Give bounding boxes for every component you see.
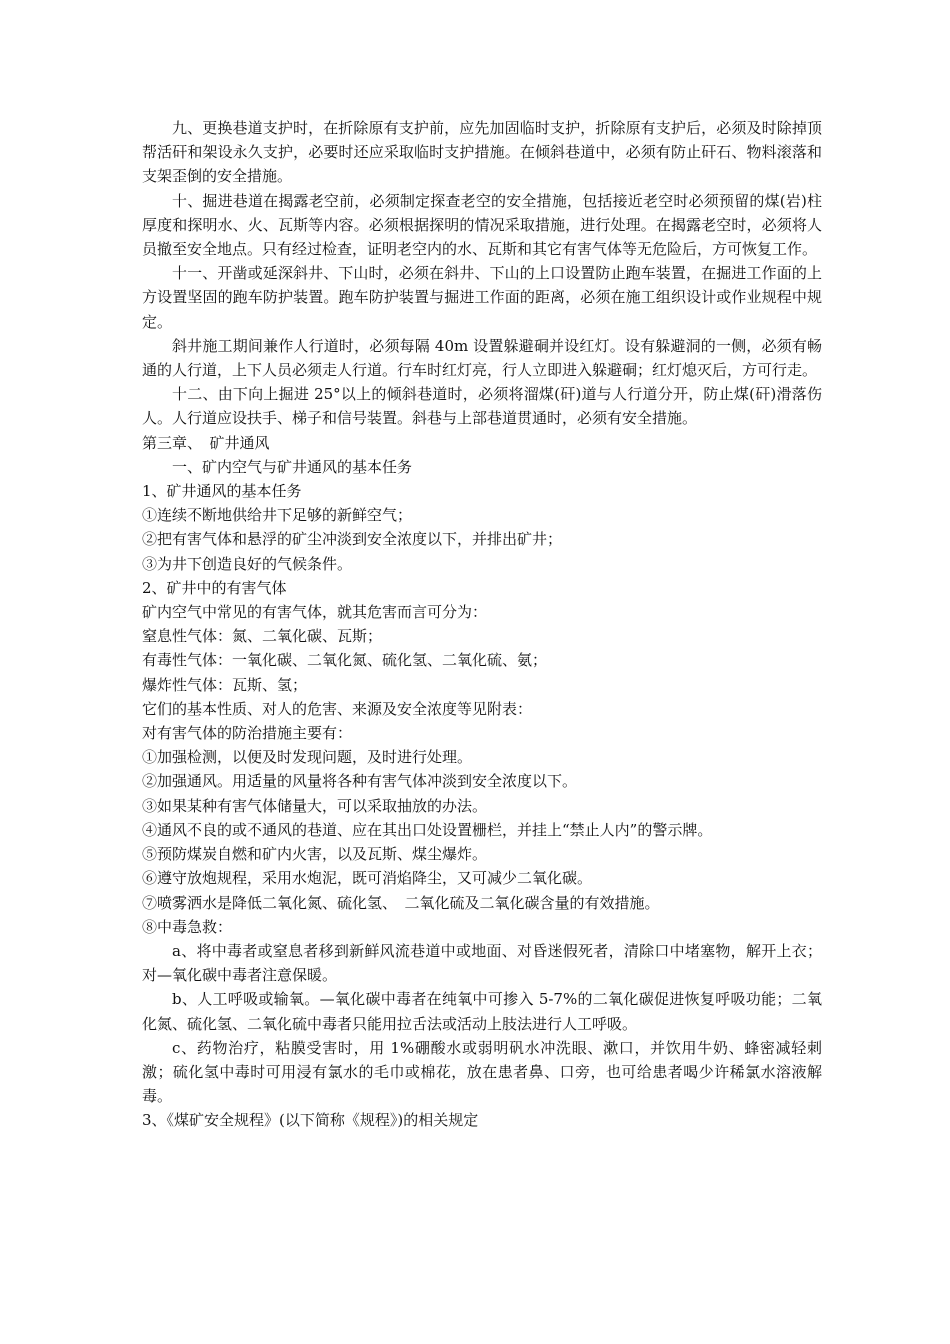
task-item: ②把有害气体和悬浮的矿尘冲淡到安全浓度以下，并排出矿井； [142,530,563,549]
first-aid-item: b、人工呼吸或输氧。—氧化碳中毒者在纯氧中可掺入 5-7%的二氧化碳促进恢复呼吸功能；二氧化氮、硫化氢、二氧化硫中毒者只能用拉舌法或活动上肢法进行人工呼吸。 [142,990,822,1033]
gas-line: 窒息性气体：氮、二氧化碳、瓦斯； [142,627,383,646]
task-item: ①连续不断地供给井下足够的新鲜空气； [142,506,413,525]
paragraph-incline-walkway: 斜井施工期间兼作人行道时，必须每隔 40m 设置躲避硐并设红灯。设有躲避洞的一侧，必须有畅通的人行道，上下人员必须走人行道。行车时红灯亮，行人立即进入躲避硐；红灯熄灭后，方可行走。 [142,336,822,380]
subsection-title-regulations: 3、《煤矿安全规程》(以下简称《规程》)的相关规定 [142,1111,479,1130]
paragraph-eleven: 十一、开凿或延深斜井、下山时，必须在斜井、下山的上口设置防止跑车装置，在掘进工作面的上方设置坚固的跑车防护装置。跑车防护装置与掘进工作面的距离，必须在施工组织设计或作业规程中规定。 [142,264,822,331]
document-body [142,116,822,1133]
measure-item: ⑤预防煤炭自燃和矿内火害，以及瓦斯、煤尘爆炸。 [142,845,488,864]
gas-line: 爆炸性气体：瓦斯、氢； [142,675,308,694]
first-aid-item: a、将中毒者或窒息者移到新鲜风流巷道中或地面、对昏迷假死者，清除口中堵塞物，解开上衣；对—氧化碳中毒者注意保暖。 [142,941,822,985]
section-title: 一、矿内空气与矿井通风的基本任务 [172,457,413,476]
measure-item: ⑧中毒急救： [142,917,233,936]
paragraph-ten: 十、掘进巷道在揭露老空前，必须制定探查老空的安全措施，包括接近老空时必须预留的煤(岩)柱厚度和探明水、火、瓦斯等内容。必须根据探明的情况采取措施，进行处理。在揭露老空时，必须将人员撤至安全地点。只有经过检查，证明老空内的水、瓦斯和其它有害气体等无危险后，方可恢复工作。 [142,191,822,259]
measure-item: ②加强通风。用适量的风量将各种有害气体冲淡到安全浓度以下。 [142,772,578,791]
gas-line: 有毒性气体：一氧化碳、二氧化氮、硫化氢、二氧化硫、氨； [142,651,548,670]
subsection-title-tasks: 1、矿井通风的基本任务 [142,482,302,501]
gas-line: 它们的基本性质、对人的危害、来源及安全浓度等见附表： [142,699,533,718]
first-aid-item: c、药物治疗，粘膜受害时，用 1%硼酸水或弱明矾水冲洗眼、漱口，并饮用牛奶、蜂密减轻刺激；硫化氢中毒时可用浸有氯水的毛巾或棉花，放在患者鼻、口旁，也可给患者喝少许稀氯水溶液解毒。 [142,1038,822,1106]
measure-item: ③如果某种有害气体储量大，可以采取抽放的办法。 [142,796,488,815]
measure-item: ⑦喷雾洒水是降低二氧化氮、硫化氢、 二氧化硫及二氧化碳含量的有效措施。 [142,893,660,912]
chapter-heading: 第三章、 矿井通风 [142,433,270,452]
subsection-title-gases: 2、矿井中的有害气体 [142,578,287,597]
gas-line: 矿内空气中常见的有害气体，就其危害而言可分为： [142,603,488,622]
measure-item: ④通风不良的或不通风的巷道、应在其出口处设置栅栏，并挂上“禁止人内”的警示牌。 [142,820,713,839]
measure-item: ⑥遵守放炮规程，采用水炮泥，既可消焰降尘，又可减少二氧化碳。 [142,869,593,888]
gas-line: 对有害气体的防治措施主要有： [142,724,353,743]
paragraph-twelve: 十二、由下向上掘进 25°以上的倾斜巷道时，必须将溜煤(矸)道与人行道分开，防止煤(矸)滑落伤人。人行道应设扶手、梯子和信号装置。斜巷与上部巷道贯通时，必须有安全措施。 [142,385,822,428]
task-item: ③为井下创造良好的气候条件。 [142,554,353,573]
measure-item: ①加强检测，以便及时发现问题，及时进行处理。 [142,748,473,767]
paragraph-nine: 九、更换巷道支护时，在折除原有支护前，应先加固临时支护，折除原有支护后，必须及时除掉顶帮活矸和架设永久支护，必要时还应采取临时支护措施。在倾斜巷道中，必须有防止矸石、物料滚落和支架歪倒的安全措施。 [142,119,822,186]
